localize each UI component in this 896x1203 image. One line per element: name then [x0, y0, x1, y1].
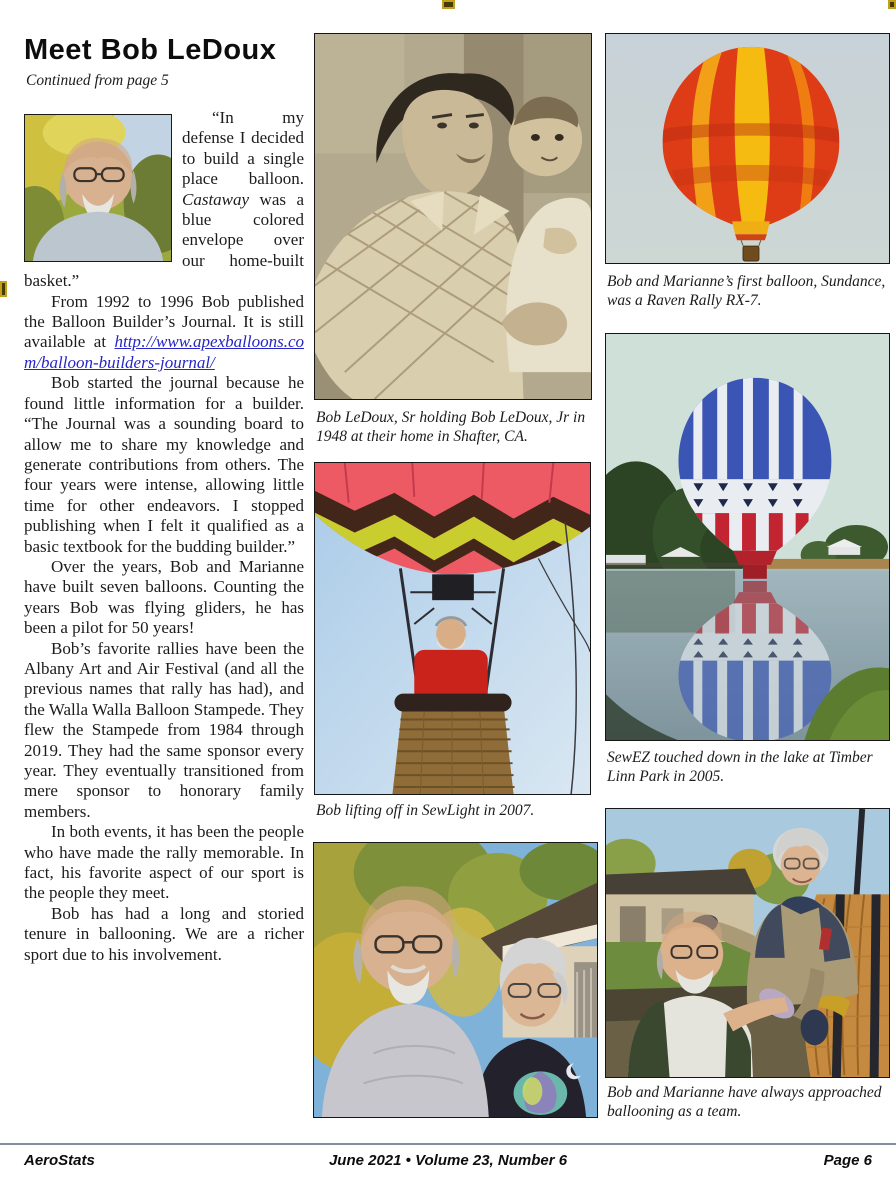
journal-link[interactable]: http://www.apexballoons.com/balloon-builders-journal/ [24, 332, 304, 372]
page-title: Meet Bob LeDoux [24, 34, 277, 66]
bob-portrait-photo [24, 114, 172, 262]
page-footer [0, 1152, 896, 1176]
sewez-lake-photo [605, 333, 890, 741]
binding-mark-left-edge [0, 281, 7, 297]
paragraph-closing: Bob has had a long and storied tenure in ballooning. We are a richer sport due to his involvement. [24, 903, 304, 964]
team-basket-photo [605, 808, 890, 1078]
paragraph-started: Bob started the journal because he found little information for a builder. “The Journal was a sounding board to allow me to share my knowledge and generate contributions from others. The four years were intense, allowing little time for other endeavors. I stopped publishing when I felt it qualified as a basic textbook for the budding builder.” [24, 373, 304, 556]
sundance-balloon-photo [605, 33, 890, 264]
article-body [24, 108, 304, 965]
footer-masthead: AeroStats [24, 1152, 95, 1169]
balloon-name-italic: Castaway [182, 189, 250, 209]
binding-mark-top-right [888, 0, 896, 9]
caption-team: Bob and Marianne have always approached ballooning as a team. [607, 1084, 882, 1120]
binding-mark-top-center [442, 0, 455, 9]
bob-marianne-photo [313, 842, 598, 1118]
journal-text: From 1992 to 1996 Bob published the Balloon Builder’s Journal. It is still available at [24, 291, 304, 352]
quote-text-cont: was a blue colored envelope over our home-built basket.” [24, 189, 304, 291]
father-baby-photo [314, 33, 592, 400]
caption-sundance: Bob and Marianne’s first balloon, Sundance, was a Raven Rally RX-7. [607, 273, 886, 309]
caption-sewlight: Bob lifting off in SewLight in 2007. [316, 802, 535, 819]
footer-divider [0, 1143, 896, 1145]
paragraph-intro [24, 108, 304, 292]
footer-issue: June 2021 • Volume 23, Number 6 [328, 1152, 568, 1169]
caption-sewez: SewEZ touched down in the lake at Timber Linn Park in 2005. [607, 749, 873, 785]
quote-text: “In my defense I decided to build a single place balloon. [182, 108, 304, 189]
footer-page-number: Page 6 [823, 1152, 872, 1169]
continued-note: Continued from page 5 [26, 72, 169, 89]
caption-father-baby: Bob LeDoux, Sr holding Bob LeDoux, Jr in 1948 at their home in Shafter, CA. [316, 409, 586, 445]
sewlight-liftoff-photo [314, 462, 591, 795]
paragraph-people: In both events, it has been the people who have made the rally memorable. In fact, his favorite aspect of our sport is the people they meet. [24, 822, 304, 903]
paragraph-journal [24, 292, 304, 374]
paragraph-rallies: Bob’s favorite rallies have been the Albany Art and Air Festival (and all the previous names that rally has had), and the Walla Walla Balloon Stampede. They flew the Stampede from 1984 through 2019. They had the same sponsor every year. They eventually transitioned from mere sponsor to honorary family members. [24, 638, 304, 821]
paragraph-years: Over the years, Bob and Marianne have built seven balloons. Counting the years Bob was flying gliders, he has been a pilot for 50 years! [24, 556, 304, 638]
